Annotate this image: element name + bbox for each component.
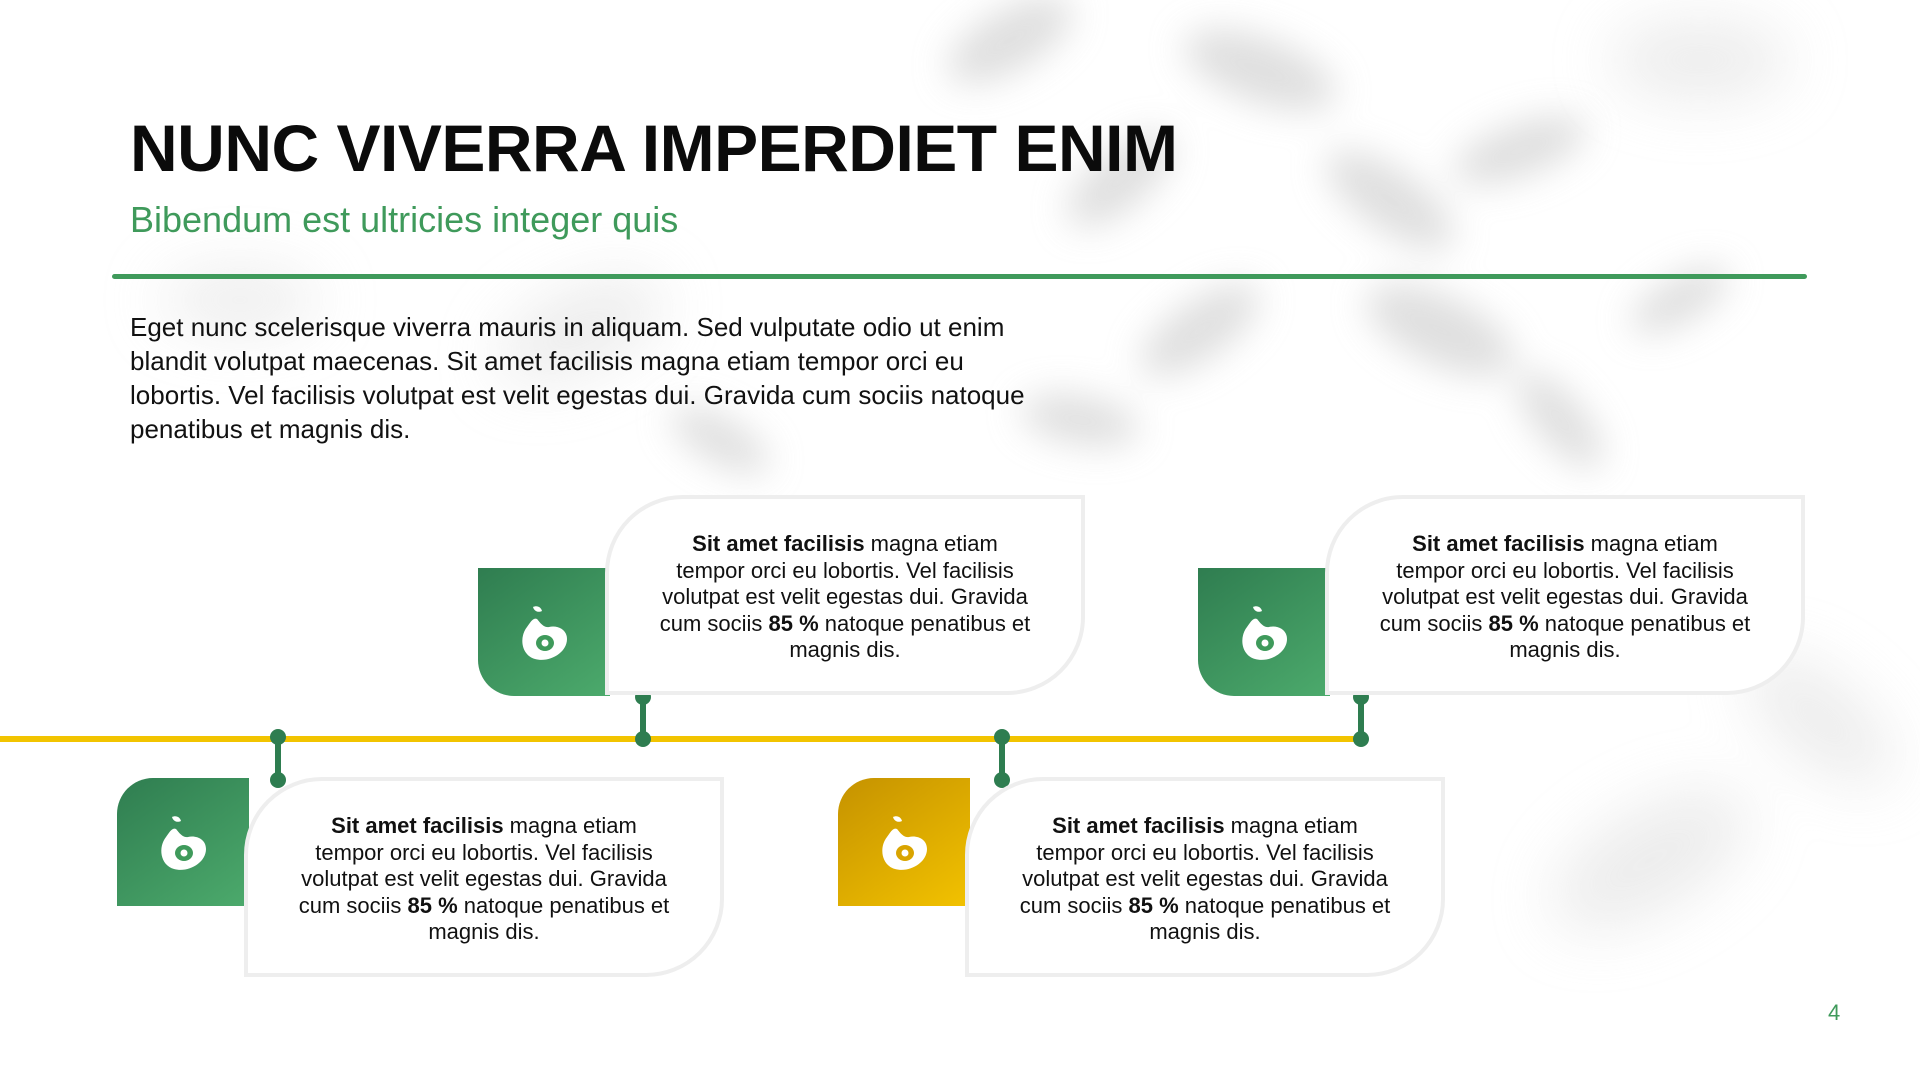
timeline-item-2-card: [605, 495, 1085, 695]
item-4-percent: 85 %: [1488, 610, 1539, 636]
timeline-item-2-text: [655, 531, 1035, 664]
item-4-text-a: magna etiam tempor orci eu lobortis. Vel facilisis volutpat est velit egestas dui. Gravida cum sociis: [1379, 531, 1748, 636]
timeline-item-1-icon-tab: [117, 778, 249, 906]
item-4-text-b: natoque penatibus et magnis dis.: [1509, 610, 1751, 662]
timeline-node: [635, 731, 651, 747]
item-1-percent: 85 %: [407, 892, 458, 918]
timeline-node: [994, 729, 1010, 745]
item-2-percent: 85 %: [768, 610, 819, 636]
intro-paragraph: Eget nunc scelerisque viverra mauris in aliquam. Sed vulputate odio ut enim blandit volutpat maecenas. Sit amet facilisis magna etiam tempor orci eu lobortis. Vel facilisis volutpat est velit egestas dui. Gravida cum sociis natoque penatibus et magnis dis.: [130, 312, 1025, 444]
item-1-text-b: natoque penatibus et magnis dis.: [428, 892, 670, 944]
slide-subtitle: Bibendum est ultricies integer quis: [130, 199, 679, 240]
timeline-item-3-icon-tab: [838, 778, 970, 906]
timeline-item-4-text: [1375, 531, 1755, 664]
timeline-node: [270, 729, 286, 745]
item-4-bold-lead: Sit amet facilisis: [1412, 531, 1585, 556]
avocado-icon: [148, 807, 218, 877]
item-3-text-a: magna etiam tempor orci eu lobortis. Vel facilisis volutpat est velit egestas dui. Gravida cum sociis: [1019, 813, 1388, 918]
timeline-item-3-card: [965, 777, 1445, 977]
avocado-icon: [869, 807, 939, 877]
timeline-item-4-icon-tab: [1198, 568, 1330, 696]
item-1-text-a: magna etiam tempor orci eu lobortis. Vel facilisis volutpat est velit egestas dui. Gravida cum sociis: [298, 813, 667, 918]
item-3-bold-lead: Sit amet facilisis: [1052, 813, 1225, 838]
page-number: 4: [1828, 1000, 1841, 1025]
timeline-node: [1353, 731, 1369, 747]
timeline-item-1-card: [244, 777, 724, 977]
timeline-item-3-text: [1015, 813, 1395, 946]
timeline-item-1-text: [294, 813, 674, 946]
title-divider: [112, 274, 1807, 279]
timeline-item-4-card: [1325, 495, 1805, 695]
item-3-text-b: natoque penatibus et magnis dis.: [1149, 892, 1391, 944]
item-2-text-b: natoque penatibus et magnis dis.: [789, 610, 1031, 662]
timeline-line: [0, 736, 1362, 742]
item-3-percent: 85 %: [1128, 892, 1179, 918]
avocado-icon: [1229, 597, 1299, 667]
slide-title: NUNC VIVERRA IMPERDIET ENIM: [130, 111, 1178, 185]
item-2-text-a: magna etiam tempor orci eu lobortis. Vel facilisis volutpat est velit egestas dui. Gravida cum sociis: [659, 531, 1028, 636]
timeline-item-2-icon-tab: [478, 568, 610, 696]
item-1-bold-lead: Sit amet facilisis: [331, 813, 504, 838]
item-2-bold-lead: Sit amet facilisis: [692, 531, 865, 556]
avocado-icon: [509, 597, 579, 667]
